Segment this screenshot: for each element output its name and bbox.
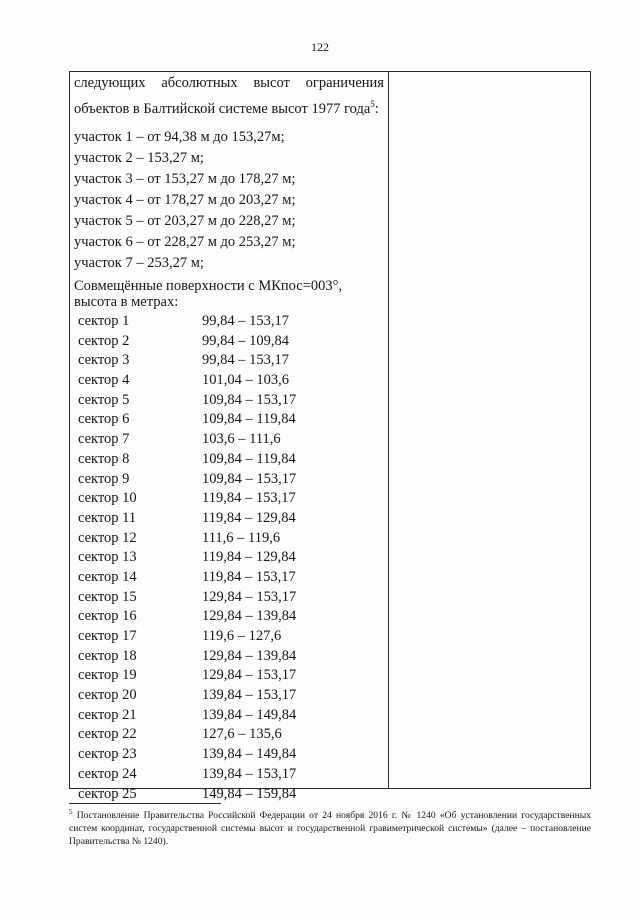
sector-range: 99,84 – 109,84 — [202, 332, 289, 349]
content-table — [69, 71, 591, 802]
sector-range: 99,84 – 153,17 — [202, 313, 289, 329]
sector-name: сектор 13 — [78, 549, 137, 566]
sector-name: сектор 9 — [78, 470, 130, 487]
sector-name: сектор 18 — [78, 647, 137, 664]
table-cell-left — [74, 73, 384, 804]
section-item: участок 3 – от 153,27 м до 178,27 м; — [74, 171, 296, 187]
intro-word: ограничения — [305, 75, 384, 91]
sector-range: 119,84 – 129,84 — [202, 549, 296, 566]
sector-name: сектор 5 — [78, 391, 130, 408]
sector-row — [74, 450, 384, 470]
sector-row — [74, 312, 384, 332]
sector-name: сектор 8 — [78, 450, 130, 467]
sector-name: сектор 7 — [78, 431, 130, 448]
sector-row — [74, 470, 384, 490]
sector-name: сектор 6 — [78, 411, 130, 428]
footnote-reference[interactable]: 5 — [370, 99, 375, 110]
sector-row — [74, 548, 384, 568]
sector-name: сектор 1 — [78, 313, 130, 329]
intro-colon: : — [374, 101, 379, 117]
sector-range: 109,84 – 119,84 — [202, 411, 296, 428]
sector-range: 129,84 – 153,17 — [202, 588, 297, 605]
sector-list — [74, 312, 384, 804]
sector-row — [74, 627, 384, 647]
sector-row — [74, 785, 384, 805]
sector-name: сектор 17 — [78, 628, 137, 644]
sector-range: 109,84 – 153,17 — [202, 470, 297, 487]
sector-row — [74, 666, 384, 686]
sector-range: 101,04 – 103,6 — [202, 372, 289, 389]
footnote — [69, 809, 591, 848]
intro-line-2 — [74, 93, 384, 123]
sector-row — [74, 607, 384, 627]
sector-row — [74, 706, 384, 726]
sector-range: 119,6 – 127,6 — [202, 628, 282, 644]
sector-row — [74, 686, 384, 706]
footnote-divider — [69, 803, 221, 804]
footnote-text: Постановление Правительства Российской Федерации от 24 ноября 2016 г. № 1240 «Об установлении государственных систем координат, государственной системы высот и государственной гравиметрической системы» (далее – постановление Правительства № 1240). — [69, 810, 591, 847]
sector-row — [74, 410, 384, 430]
sector-range: 127,6 – 135,6 — [202, 726, 282, 743]
sector-row — [74, 568, 384, 588]
column-divider — [388, 72, 389, 788]
sector-name: сектор 20 — [78, 687, 137, 704]
sector-name: сектор 23 — [78, 746, 137, 763]
sector-row — [74, 371, 384, 391]
sector-range: 119,84 – 129,84 — [202, 509, 296, 526]
sector-range: 129,84 – 153,17 — [202, 667, 297, 684]
sector-name: сектор 22 — [78, 726, 137, 743]
sector-name: сектор 25 — [78, 785, 137, 802]
sector-range: 139,84 – 153,17 — [202, 687, 297, 704]
sector-name: сектор 4 — [78, 372, 130, 389]
intro-word: следующих — [74, 75, 146, 91]
intro-line-1 — [74, 73, 384, 93]
sector-row — [74, 745, 384, 765]
sector-name: сектор 15 — [78, 588, 137, 605]
intro-word: высот — [253, 75, 290, 91]
sector-row — [74, 765, 384, 785]
intro-text: объектов в Балтийской системе высот 1977 года — [74, 101, 371, 117]
sector-name: сектор 14 — [78, 568, 137, 585]
section-item: участок 7 – 253,27 м; — [74, 255, 204, 271]
sector-row — [74, 391, 384, 411]
sector-range: 139,84 – 149,84 — [202, 706, 297, 723]
combined-surfaces-title: Совмещённые поверхности с МКпос=003°, — [74, 278, 343, 294]
sector-name: сектор 21 — [78, 706, 137, 723]
sector-range: 109,84 – 119,84 — [202, 450, 296, 467]
sector-name: сектор 11 — [78, 509, 137, 526]
sector-range: 139,84 – 153,17 — [202, 765, 297, 782]
sector-row — [74, 588, 384, 608]
sector-range: 149,84 – 159,84 — [202, 785, 297, 802]
sector-range: 139,84 – 149,84 — [202, 746, 297, 763]
sector-range: 109,84 – 153,17 — [202, 391, 297, 408]
sector-range: 103,6 – 111,6 — [202, 431, 281, 448]
sector-range: 119,84 – 153,17 — [202, 490, 296, 507]
sector-name: сектор 12 — [78, 529, 137, 546]
section-item: участок 6 – от 228,27 м до 253,27 м; — [74, 234, 296, 250]
sector-row — [74, 430, 384, 450]
sector-range: 129,84 – 139,84 — [202, 647, 297, 664]
page-number: 122 — [311, 40, 329, 54]
sector-row — [74, 351, 384, 371]
sector-name: сектор 16 — [78, 608, 137, 625]
section-item: участок 1 – от 94,38 м до 153,27м; — [74, 129, 285, 145]
sector-name: сектор 3 — [78, 352, 130, 369]
sector-range: 99,84 – 153,17 — [202, 352, 289, 369]
sector-range: 129,84 – 139,84 — [202, 608, 297, 625]
footnote-number: 5 — [69, 807, 73, 816]
sector-range: 119,84 – 153,17 — [202, 568, 296, 585]
sector-row — [74, 489, 384, 509]
sector-name: сектор 19 — [78, 667, 137, 684]
sector-row — [74, 647, 384, 667]
sector-range: 111,6 – 119,6 — [202, 529, 281, 546]
sector-name: сектор 24 — [78, 765, 137, 782]
intro-word: абсолютных — [161, 75, 238, 91]
section-item: участок 5 – от 203,27 м до 228,27 м; — [74, 213, 296, 229]
sector-row — [74, 509, 384, 529]
combined-surfaces-unit: высота в метрах: — [74, 294, 179, 310]
sector-row — [74, 529, 384, 549]
sector-name: сектор 10 — [78, 490, 137, 507]
section-item: участок 2 – 153,27 м; — [74, 150, 204, 166]
sector-row — [74, 332, 384, 352]
sector-name: сектор 2 — [78, 332, 130, 349]
section-item: участок 4 – от 178,27 м до 203,27 м; — [74, 192, 296, 208]
sector-row — [74, 725, 384, 745]
